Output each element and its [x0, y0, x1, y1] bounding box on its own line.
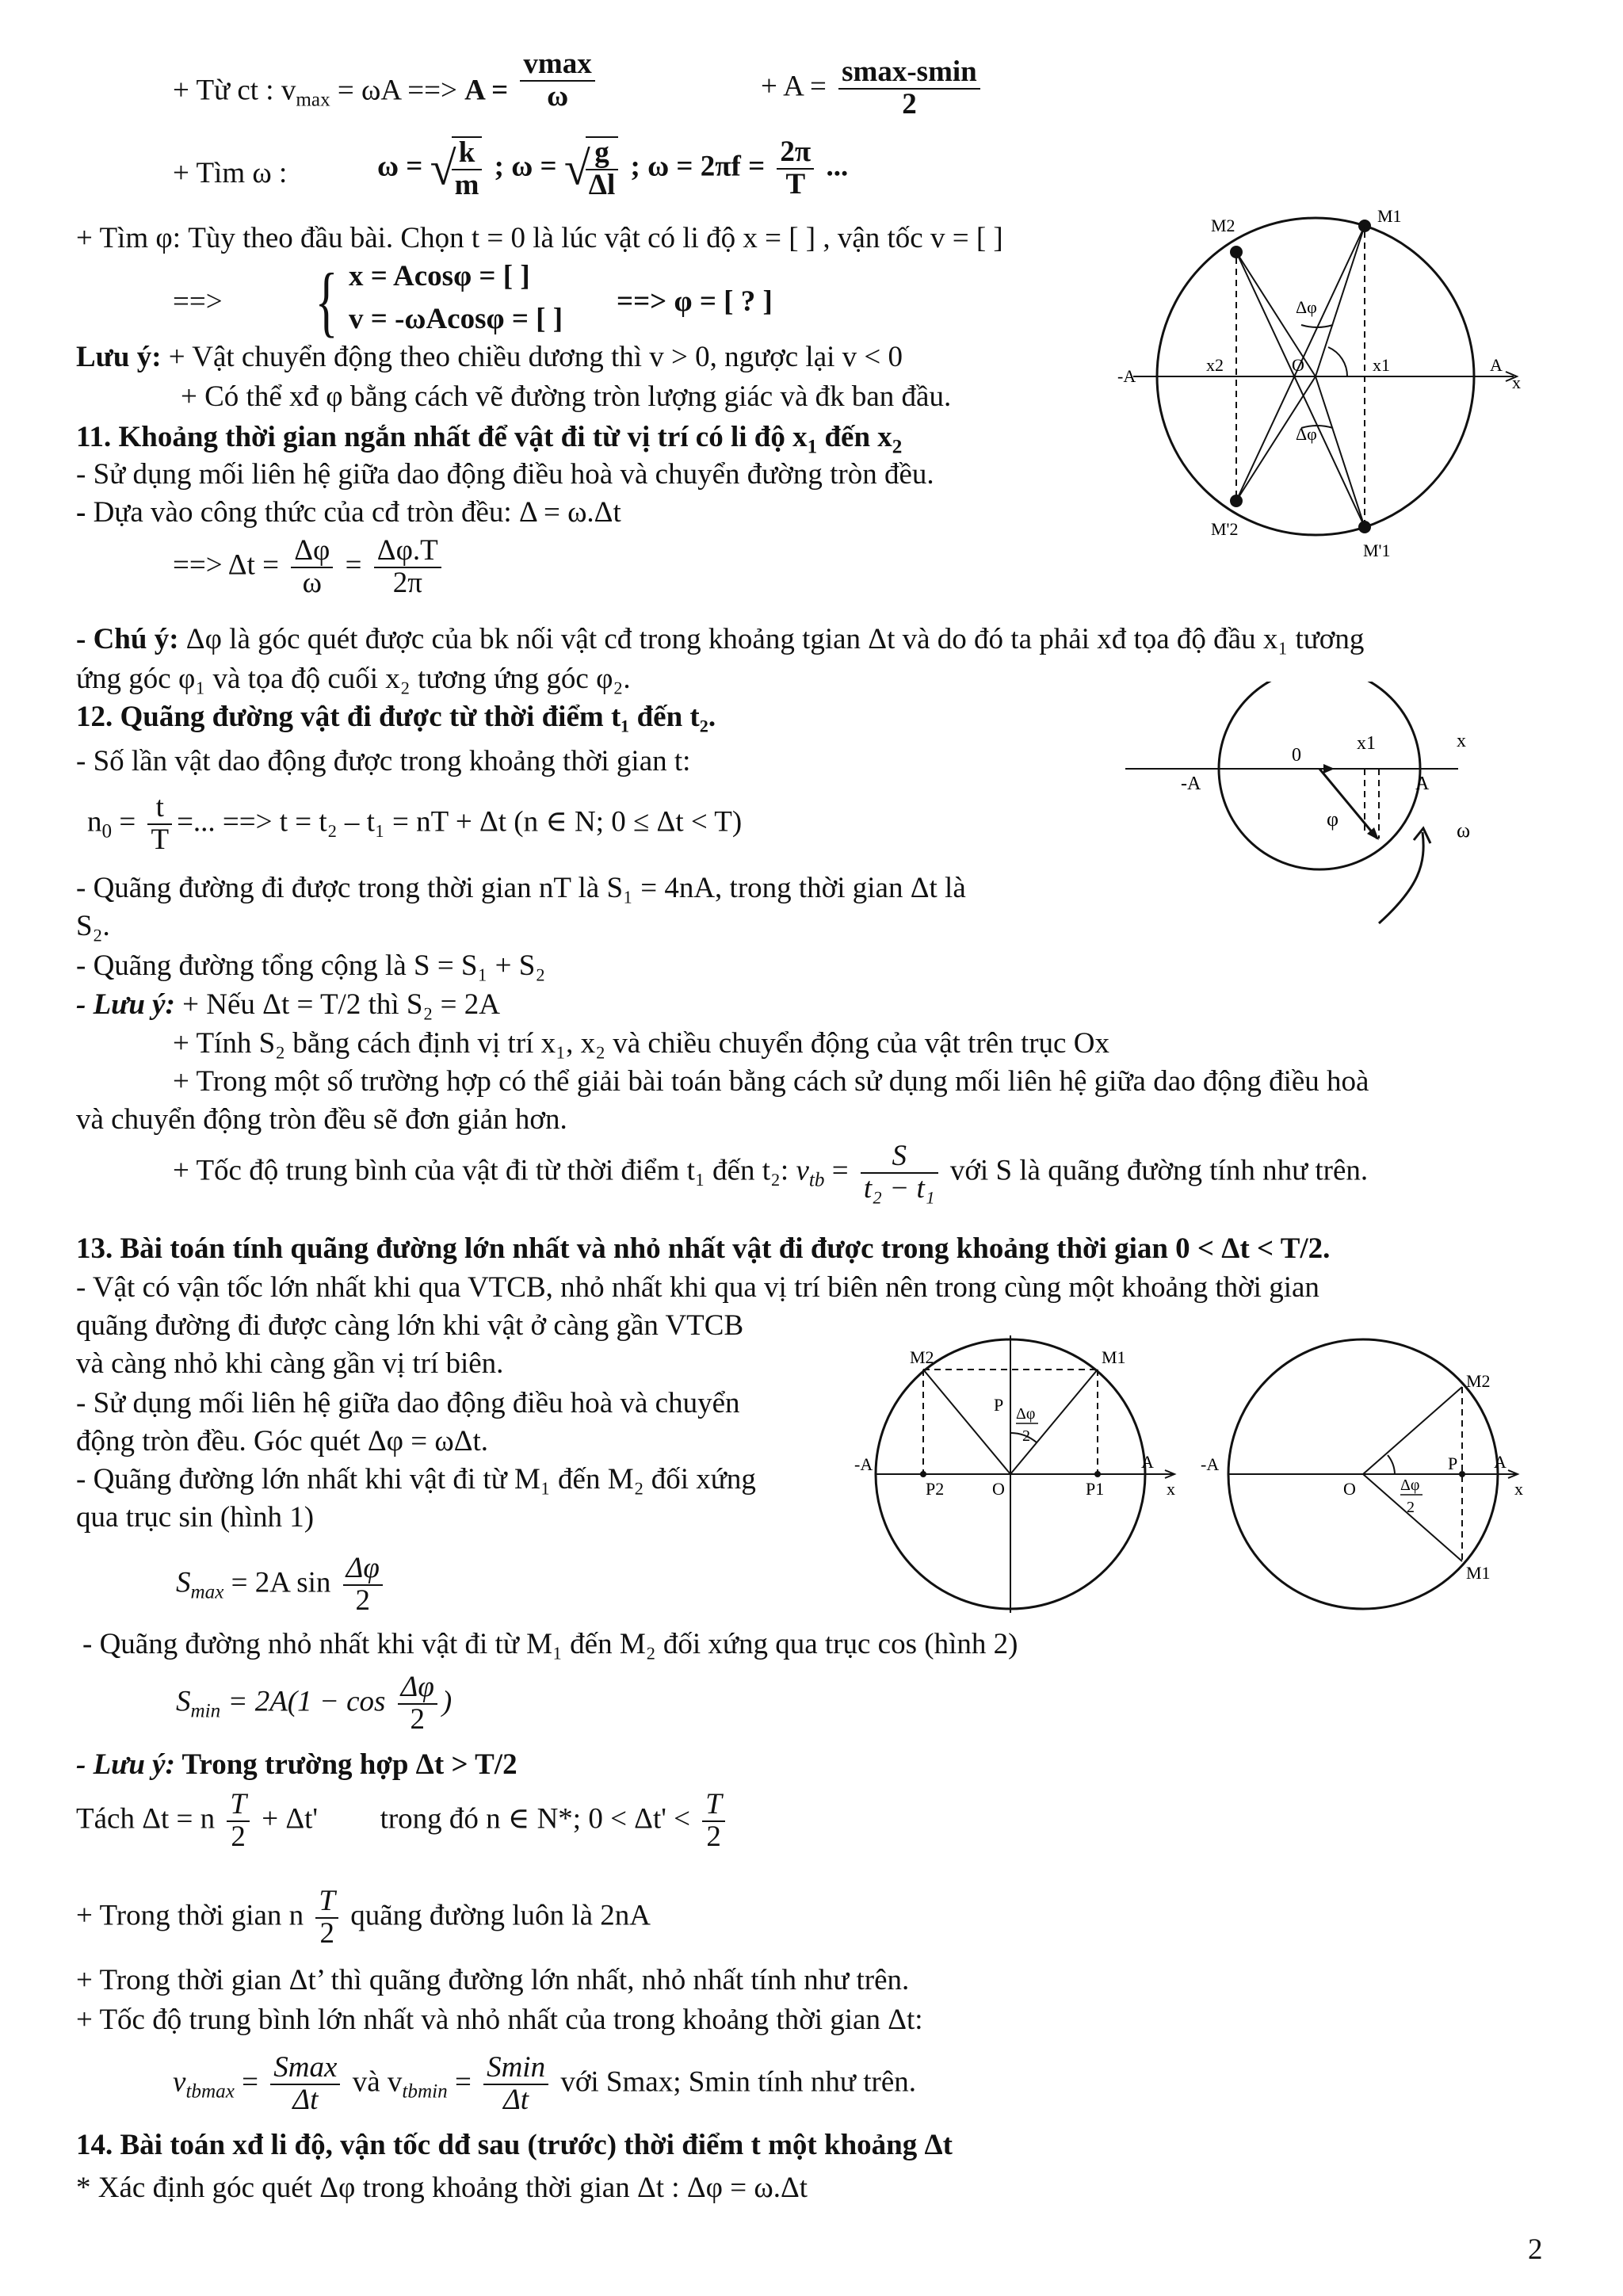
line-23: quãng đường đi được càng lớn khi vật ở càng gần VTCB	[76, 1309, 744, 1342]
label-x: x	[1512, 372, 1521, 392]
fraction	[702, 1790, 725, 1853]
label-P: P	[1448, 1454, 1458, 1473]
fraction	[838, 57, 980, 120]
text: Dựa vào công thức của cđ tròn đều: Δ = ω.Δt	[93, 496, 621, 529]
label-phi: φ	[1327, 808, 1339, 831]
numerator: Smax	[270, 2053, 340, 2085]
line-14: - Quãng đường đi được trong thời gian nT là S₁ = 4nA, trong thời gian Δt là	[76, 872, 966, 904]
label-O: O	[1343, 1479, 1356, 1499]
label-x1: x1	[1357, 733, 1376, 754]
label-zero: 0	[1292, 745, 1301, 766]
line-4b: x = Acosφ = [ ]	[349, 260, 530, 292]
numerator: Δφ.T	[374, 536, 441, 568]
text: S	[176, 1566, 191, 1599]
line-1	[173, 48, 600, 113]
line-28: qua trục sin (hình 1)	[76, 1501, 315, 1534]
text: min	[190, 1700, 221, 1722]
line-8	[76, 496, 621, 530]
label-P1: P1	[1086, 1479, 1105, 1499]
label-minus-A: -A	[1181, 774, 1201, 794]
label-x: x	[1167, 1479, 1175, 1499]
text: =	[234, 2065, 259, 2099]
fraction	[270, 2053, 340, 2116]
line-26: động tròn đều. Góc quét Δφ = ωΔt.	[76, 1425, 489, 1457]
text: Lưu ý:	[76, 341, 162, 373]
fraction	[483, 2053, 548, 2116]
line-10	[76, 623, 1364, 657]
text: tbmax	[185, 2080, 235, 2103]
numerator: T	[315, 1886, 338, 1919]
text: ...	[826, 150, 849, 183]
label-omega: ω	[1457, 819, 1471, 842]
numerator: smax-smin	[838, 57, 980, 90]
numerator: k	[452, 138, 483, 170]
figure-4-smin-diagram	[1201, 1331, 1533, 1617]
line-24: và càng nhỏ khi càng gần vị trí biên.	[76, 1347, 504, 1380]
text: = ωA ==>	[330, 74, 465, 107]
fraction	[452, 136, 483, 201]
text: quãng đường luôn là 2nA	[350, 1899, 651, 1932]
text: Trong trường hợp Δt > T/2	[174, 1748, 517, 1781]
line-27: - Quãng đường lớn nhất khi vật đi từ M₁ đến M₂ đối xứng	[76, 1463, 756, 1496]
denominator: T	[785, 167, 806, 201]
heading-11	[76, 421, 902, 459]
text: và v	[352, 2065, 403, 2099]
text: 1	[807, 436, 818, 458]
numerator: g	[586, 138, 618, 170]
line-21	[173, 1141, 1368, 1205]
denominator: t₂ − t₁	[863, 1171, 935, 1205]
denominator: Δl	[588, 168, 616, 201]
fraction	[586, 136, 618, 201]
figure-1-circle-diagram	[1117, 198, 1529, 579]
label-A: A	[1490, 355, 1503, 375]
numerator: T	[702, 1790, 725, 1822]
numerator: Δφ	[343, 1553, 383, 1586]
text: + Tìm ω :	[173, 157, 288, 189]
text: với S là quãng đường tính như trên.	[949, 1154, 1369, 1187]
label-M2: M2	[910, 1347, 934, 1367]
text: trong đó n ∈ N*; 0 < Δt' <	[380, 1802, 691, 1836]
label-A: A	[1494, 1452, 1507, 1472]
figure-2-circle-diagram	[1125, 682, 1506, 943]
denominator: 2	[902, 87, 917, 120]
label-M2: M2	[1466, 1371, 1491, 1391]
sqrt-icon: √	[563, 142, 590, 195]
line-7: - Sử dụng mối liên hệ giữa dao động điều hoà và chuyển đường tròn đều.	[76, 458, 934, 491]
denominator: T	[151, 823, 170, 856]
denominator: 2	[706, 1820, 721, 1853]
denominator: 2	[355, 1584, 370, 1617]
label-M1: M1	[1466, 1563, 1491, 1583]
label-dphi-top: Δφ	[1296, 297, 1317, 317]
label-dphi-bottom: Δφ	[1296, 424, 1317, 444]
text: )	[441, 1685, 453, 1718]
text: v	[173, 2065, 186, 2099]
text: max	[190, 1581, 224, 1603]
text: -	[76, 496, 94, 529]
label-minus-A: -A	[854, 1454, 873, 1474]
text: 2	[892, 436, 903, 458]
text: n	[87, 805, 102, 839]
line-35: + Trong thời gian Δt’ thì quãng đường lớn nhất, nhỏ nhất tính như trên.	[76, 1964, 910, 1996]
label-M1: M1	[1102, 1347, 1126, 1367]
label-minus-A: -A	[1201, 1454, 1220, 1474]
line-6: + Có thể xđ φ bằng cách vẽ đường tròn lượng giác và đk ban đầu.	[181, 380, 952, 413]
label-O: O	[1292, 355, 1304, 375]
label-M2-prime: M'2	[1211, 519, 1239, 539]
line-16: - Quãng đường tổng cộng là S = S₁ + S₂	[76, 949, 546, 982]
line-5	[76, 341, 903, 375]
text: - Lưu ý:	[76, 988, 175, 1021]
label-P: P	[994, 1395, 1004, 1415]
line-31	[176, 1672, 452, 1736]
denominator: m	[454, 168, 479, 201]
text: với Smax; Smin tính như trên.	[560, 2065, 917, 2099]
line-33	[76, 1790, 730, 1853]
text: tb	[808, 1169, 825, 1191]
numerator: S	[861, 1141, 938, 1174]
denominator: Δt	[292, 2083, 319, 2116]
text: + Từ ct : v	[173, 74, 296, 107]
line-30: - Quãng đường nhỏ nhất khi vật đi từ M₁ đến M₂ đối xứng qua trục cos (hình 2)	[82, 1628, 1018, 1660]
line-20: và chuyển động tròn đều sẽ đơn giản hơn.	[76, 1103, 567, 1136]
label-A: A	[1415, 774, 1430, 794]
brace-icon: {	[315, 257, 338, 345]
denominator: Δt	[503, 2083, 529, 2116]
denominator: 2π	[392, 566, 422, 599]
denominator: ω	[302, 566, 322, 599]
heading-14: 14. Bài toán xđ li độ, vận tốc dđ sau (trước) thời điểm t một khoảng Δt	[76, 2129, 953, 2161]
text: = 2A sin	[223, 1566, 331, 1599]
line-32	[76, 1748, 517, 1782]
line-17	[76, 988, 500, 1022]
label-P2: P2	[926, 1479, 945, 1499]
text: đến x	[817, 421, 892, 453]
text: A =	[464, 74, 509, 107]
fraction	[374, 536, 441, 599]
line-38: * Xác định góc quét Δφ trong khoảng thời gian Δt : Δφ = ω.Δt	[76, 2172, 808, 2204]
figure-3-smax-diagram	[848, 1331, 1197, 1617]
text: + Δt'	[262, 1802, 319, 1836]
label-dphi: Δφ	[1400, 1477, 1420, 1494]
label-x1: x1	[1373, 355, 1390, 375]
text: tbmin	[402, 2080, 448, 2103]
label-x: x	[1457, 731, 1466, 751]
text: =	[447, 2065, 472, 2099]
text: Δφ là góc quét được của bk nối vật cđ trong khoảng tgian Δt và do đó ta phải xđ tọa độ đầu x₁ tương	[178, 623, 1365, 655]
fraction	[343, 1553, 383, 1617]
label-O: O	[992, 1479, 1005, 1499]
numerator: vmax	[520, 49, 594, 82]
numerator: 2π	[777, 137, 814, 170]
text: ω =	[377, 150, 423, 183]
heading-12: 12. Quãng đường vật đi được từ thời điểm t₁ đến t₂.	[76, 701, 716, 733]
text: + Nếu Δt = T/2 thì S₂ = 2A	[174, 988, 500, 1021]
line-2-formulas	[377, 136, 848, 201]
line-4d	[617, 285, 773, 319]
denominator: 2	[319, 1916, 334, 1950]
label-minus-A: -A	[1117, 366, 1136, 386]
text: ==> Δt =	[173, 548, 279, 582]
page-number: 2	[1528, 2233, 1543, 2266]
line-11: ứng góc φ₁ và tọa độ cuối x₂ tương ứng góc φ₂.	[76, 663, 631, 695]
line-12: - Số lần vật dao động được trong khoảng thời gian t:	[76, 745, 691, 777]
text: 11. Khoảng thời gian ngắn nhất để vật đi từ vị trí có li độ x	[76, 421, 808, 453]
line-37	[173, 2053, 916, 2116]
line-19: + Trong một số trường hợp có thể giải bài toán bằng cách sử dụng mối liên hệ giữa dao động điều hoà	[173, 1065, 1369, 1098]
text: + Vật chuyển động theo chiều dương thì v > 0, ngược lại v < 0	[161, 341, 903, 373]
text: ==> φ = [ ? ]	[617, 285, 773, 318]
text: - Lưu ý:	[76, 1748, 175, 1781]
text: = 2A(1 − cos	[220, 1685, 386, 1718]
label-two: 2	[1022, 1427, 1030, 1445]
text: 0	[101, 820, 113, 842]
fraction	[291, 536, 333, 599]
text: - Chú ý:	[76, 623, 179, 655]
text: =	[345, 548, 362, 582]
line-18: + Tính S₂ bằng cách định vị trí x₁, x₂ và chiều chuyển động của vật trên trục Ox	[173, 1027, 1109, 1060]
fraction	[398, 1672, 437, 1736]
denominator: ω	[547, 79, 569, 113]
line-2	[173, 157, 287, 191]
line-36: + Tốc độ trung bình lớn nhất và nhỏ nhất của trong khoảng thời gian Δt:	[76, 2004, 923, 2036]
line-22: - Vật có vận tốc lớn nhất khi qua VTCB, nhỏ nhất khi qua vị trí biên nên trong cùng một khoảng thời gian	[76, 1271, 1319, 1304]
numerator: T	[227, 1790, 250, 1822]
line-13	[87, 793, 742, 856]
label-x2: x2	[1206, 355, 1224, 375]
label-M1-prime: M'1	[1363, 541, 1391, 560]
fraction	[147, 793, 172, 856]
label-dphi: Δφ	[1016, 1405, 1036, 1423]
denominator: 2	[231, 1820, 246, 1853]
sqrt-icon: √	[430, 142, 456, 195]
fraction	[227, 1790, 250, 1853]
line-15: S₂.	[76, 910, 110, 942]
heading-13: 13. Bài toán tính quãng đường lớn nhất và nhỏ nhất vật đi được trong khoảng thời gian 0 < Δt < T/2.	[76, 1232, 1331, 1265]
text: max	[296, 89, 330, 111]
line-25: - Sử dụng mối liên hệ giữa dao động điều hoà và chuyển	[76, 1387, 740, 1419]
label-A: A	[1141, 1452, 1154, 1472]
fraction	[861, 1141, 938, 1205]
label-two: 2	[1407, 1499, 1415, 1516]
fraction	[777, 137, 814, 201]
line-1-right	[761, 57, 985, 120]
numerator: t	[147, 793, 172, 825]
label-M1: M1	[1377, 206, 1402, 226]
numerator: Smin	[483, 2053, 548, 2085]
text: ; ω =	[494, 150, 557, 183]
text: + A =	[761, 70, 827, 103]
numerator: Δφ	[398, 1672, 437, 1705]
line-9	[173, 536, 446, 599]
label-M2: M2	[1211, 216, 1235, 235]
numerator: Δφ	[291, 536, 333, 568]
text: + Tốc độ trung bình của vật đi từ thời điểm t₁ đến t₂:	[173, 1154, 789, 1187]
text: S	[176, 1685, 191, 1718]
denominator: 2	[410, 1702, 426, 1736]
line-4c: v = -ωAcosφ = [ ]	[349, 303, 563, 335]
fraction	[315, 1886, 338, 1950]
text: Tách Δt = n	[76, 1802, 216, 1836]
text: + Trong thời gian n	[76, 1899, 304, 1932]
line-34	[76, 1886, 651, 1950]
line-3: + Tìm φ: Tùy theo đầu bài. Chọn t = 0 là lúc vật có li độ x = [ ] , vận tốc v = [ ]	[76, 222, 1003, 254]
text: v	[796, 1154, 809, 1187]
text: ; ω = 2πf =	[630, 150, 766, 183]
text: =... ==> t = t₂ – t₁ = nT + Δt (n ∈ N; 0 ≤ Δt < T)	[177, 805, 743, 839]
label-x: x	[1514, 1479, 1523, 1499]
text: =	[824, 1154, 849, 1187]
line-29	[176, 1553, 388, 1617]
fraction	[520, 49, 594, 113]
line-4a: ==>	[173, 285, 223, 318]
text: =	[112, 805, 136, 839]
